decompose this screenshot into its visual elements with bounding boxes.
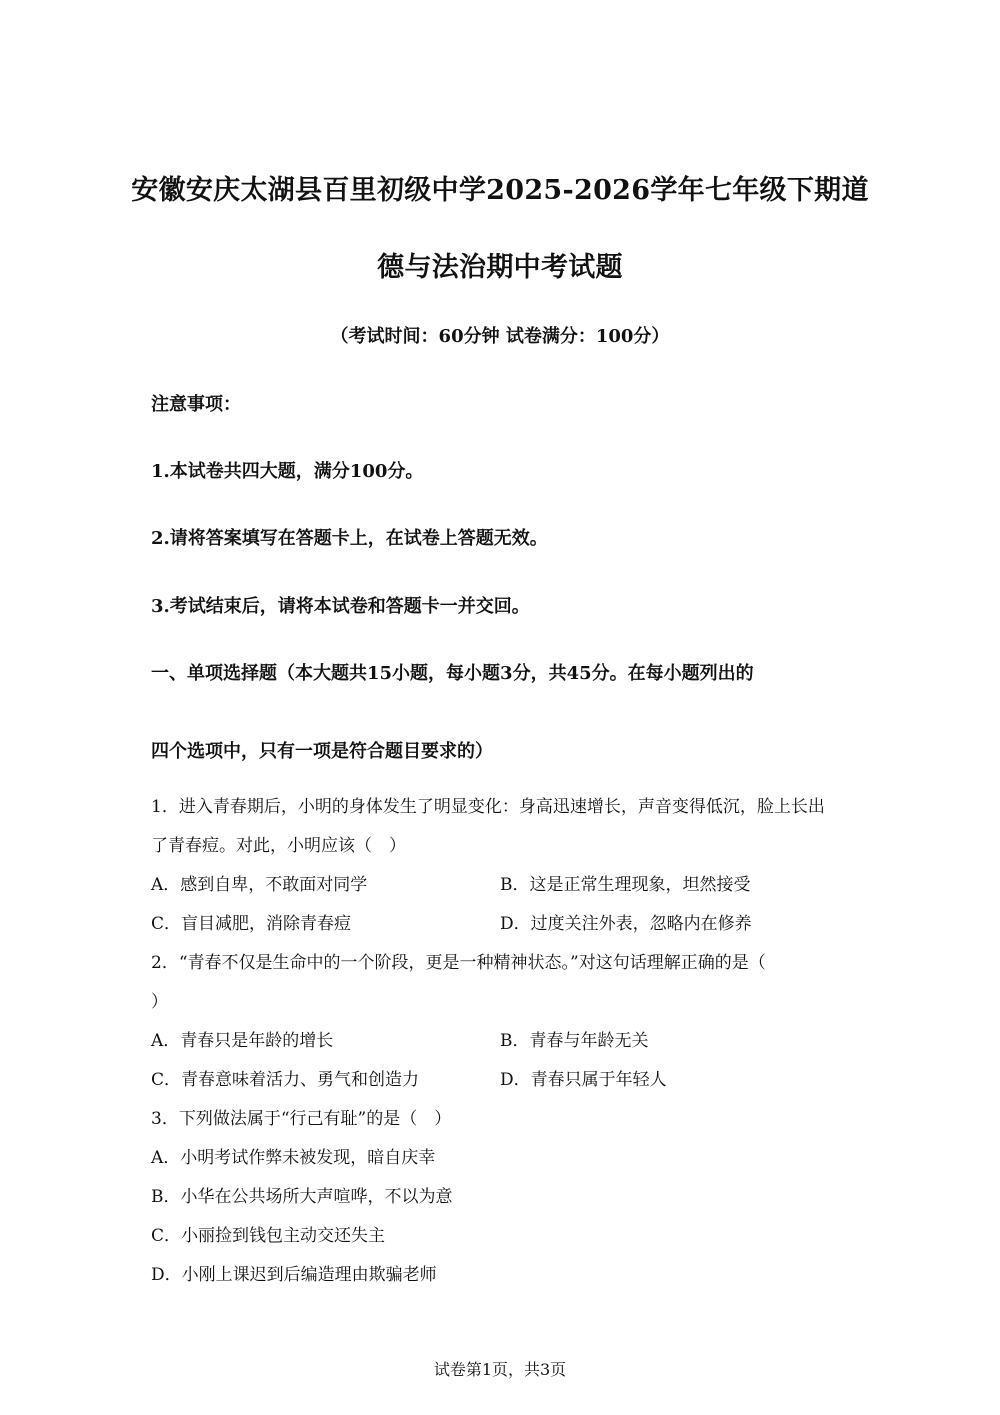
page-footer: 试卷第1页，共3页 bbox=[433, 1360, 567, 1379]
question-1-option-d: D．过度关注外表，忽略内在修养 bbox=[500, 914, 752, 934]
question-2-option-d: D．青春只属于年轻人 bbox=[500, 1070, 667, 1090]
question-3-option-d: D．小刚上课迟到后编造理由欺骗老师 bbox=[151, 1265, 437, 1285]
section1-heading-line2: 四个选项中，只有一项是符合题目要求的） bbox=[151, 741, 493, 762]
question-2-stem-line1: 2．“青春不仅是生命中的一个阶段，更是一种精神状态。”对这句话理解正确的是（ bbox=[151, 953, 766, 973]
question-2-option-c: C．青春意味着活力、勇气和创造力 bbox=[151, 1070, 420, 1090]
section1-heading-line1: 一、单项选择题（本大题共15小题，每小题3分，共45分。在每小题列出的 bbox=[151, 663, 754, 684]
exam-title-line1: 安徽安庆太湖县百里初级中学2025-2026学年七年级下期道 bbox=[131, 175, 869, 206]
question-2-stem-line2: ） bbox=[151, 992, 168, 1012]
question-1-option-c: C．盲目减肥，消除青春痘 bbox=[151, 914, 352, 934]
question-1-option-b: B．这是正常生理现象，坦然接受 bbox=[500, 875, 751, 895]
note-item-2: 2.请将答案填写在答题卡上，在试卷上答题无效。 bbox=[151, 528, 548, 549]
question-2-option-a: A．青春只是年龄的增长 bbox=[151, 1031, 334, 1051]
question-3-option-c: C．小丽捡到钱包主动交还失主 bbox=[151, 1226, 386, 1246]
question-1-stem-line2: 了青春痘。对此，小明应该（ ） bbox=[151, 836, 406, 856]
notes-heading: 注意事项： bbox=[151, 394, 241, 415]
question-2-option-b: B．青春与年龄无关 bbox=[500, 1031, 649, 1051]
question-3-option-a: A．小明考试作弊未被发现，暗自庆幸 bbox=[151, 1148, 436, 1168]
question-3-stem: 3．下列做法属于“行己有耻”的是（ ） bbox=[151, 1109, 452, 1129]
question-3-option-b: B．小华在公共场所大声喧哗，不以为意 bbox=[151, 1187, 453, 1207]
question-1-stem-line1: 1．进入青春期后，小明的身体发生了明显变化：身高迅速增长，声音变得低沉，脸上长出 bbox=[151, 797, 825, 817]
exam-info-subtitle: （考试时间：60分钟 试卷满分：100分） bbox=[330, 326, 670, 347]
exam-title-line2: 德与法治期中考试题 bbox=[377, 252, 623, 283]
note-item-3: 3.考试结束后，请将本试卷和答题卡一并交回。 bbox=[151, 596, 530, 617]
note-item-1: 1.本试卷共四大题，满分100分。 bbox=[151, 461, 424, 482]
question-1-option-a: A．感到自卑，不敢面对同学 bbox=[151, 875, 368, 895]
